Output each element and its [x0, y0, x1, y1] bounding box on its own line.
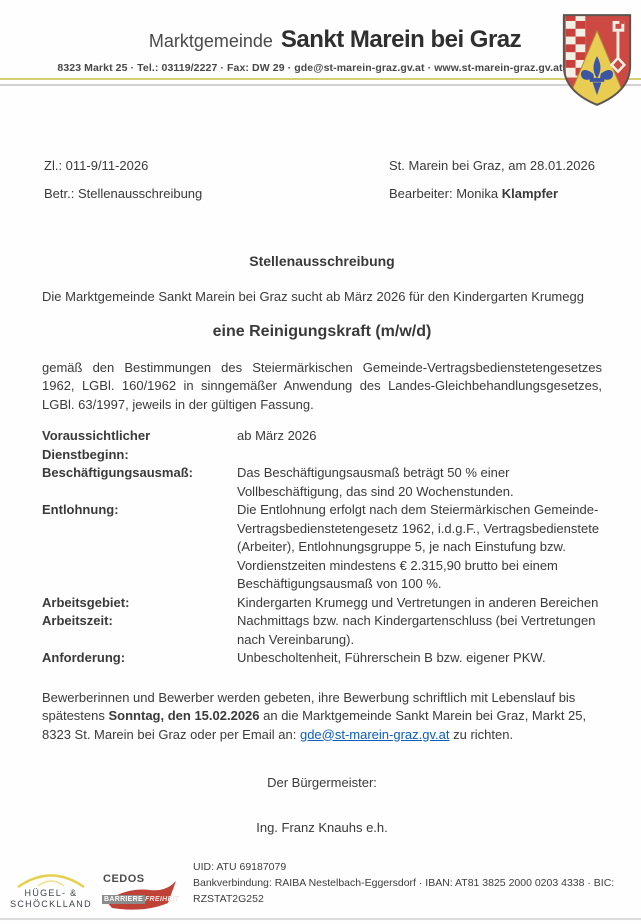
org-name: Sankt Marein bei Graz	[280, 26, 522, 53]
cedos-barriere-label: BARRIERE	[104, 896, 143, 903]
header-rule-gray	[0, 84, 641, 86]
detail-value-dienstbeginn: ab März 2026	[237, 428, 317, 443]
org-prefix: Marktgemeinde	[148, 31, 273, 51]
reference-block	[44, 158, 601, 214]
document-title: Stellenausschreibung	[249, 253, 395, 269]
bank-line: Bankverbindung: RAIBA Nestelbach-Eggersdorf · IBAN: AT81 3825 2000 0203 4338 · BIC: RZSTAT2G252	[193, 877, 615, 905]
footer	[0, 861, 641, 924]
application-deadline: Sonntag, den 15.02.2026	[108, 708, 260, 723]
header-rule-olive	[0, 78, 641, 80]
intro-paragraph: Die Marktgemeinde Sankt Marein bei Graz sucht ab März 2026 für den Kindergarten Krumegg	[42, 288, 584, 304]
footer-text-block	[193, 859, 641, 907]
detail-value-anforderung: Unbescholtenheit, Führerschein B bzw. eigener PKW.	[237, 650, 546, 665]
legal-basis-paragraph: gemäß den Bestimmungen des Steiermärkischen Gemeinde-Vertragsbedienstetengesetzes 1962, LGBl. 160/1962 in sinngemäßer Anwendung des Landes-Gleichbehandlungsgesetzes, LGBl. 63/1997, jeweils in der gültigen Fassung.	[42, 359, 602, 412]
cedos-subtitle	[102, 888, 179, 906]
file-number: Zl.: 011-9/11-2026	[44, 158, 149, 173]
detail-label-arbeitsgebiet: Arbeitsgebiet:	[42, 594, 130, 610]
detail-value-entlohnung: Die Entlohnung erfolgt nach dem Steiermärkischen Gemeinde-Vertragsbedienstetengesetz 1962, i.d.g.F., Vertragsbedienstete (Arbeiter), Entlohnungsgruppe 5, je nach Einstufung bzw. Vordienstzeiten mindestens € 2.315,90 brutto bei einem Beschäftigungsausmaß von 100 %.	[237, 502, 600, 591]
detail-label-dienstbeginn: Voraussichtlicher Dienstbeginn:	[42, 428, 151, 462]
clerk-line	[389, 186, 601, 201]
header-org-line	[100, 26, 570, 54]
application-pre: Bewerberinnen und Bewerber werden gebeten, ihre Bewerbung schriftlich mit Lebenslauf bis spätestens	[42, 689, 576, 723]
position-title: eine Reinigungskraft (m/w/d)	[212, 323, 432, 340]
region-logo	[8, 872, 94, 910]
clerk-prefix: Bearbeiter: Monika	[389, 186, 502, 201]
subject-line: Betr.: Stellenausschreibung	[44, 186, 203, 201]
municipal-coat-of-arms-icon	[558, 8, 636, 110]
cedos-logo	[100, 871, 180, 911]
detail-label-ausmass: Beschäftigungsausmaß:	[42, 465, 193, 480]
place-and-date: St. Marein bei Graz, am 28.01.2026	[389, 158, 595, 173]
header-contact-line: 8323 Markt 25 · Tel.: 03119/2227 · Fax: DW 29 · gde@st-marein-graz.gv.at · www.st-marein-graz.gv.at	[57, 62, 563, 74]
uid-line: UID: ATU 69187079	[193, 861, 287, 873]
detail-value-arbeitsgebiet: Kindergarten Krumegg und Vertretungen in anderen Bereichen	[237, 594, 599, 610]
application-post: zu richten.	[449, 726, 514, 742]
hill-icon	[12, 872, 90, 888]
region-logo-line1: HÜGEL- &	[24, 888, 78, 898]
signature-role: Der Bürgermeister:	[267, 775, 377, 790]
cedos-freiheit-label: FREIHEIT	[144, 896, 180, 903]
clerk-name: Klampfer	[501, 186, 559, 201]
email-link[interactable]: gde@st-marein-graz.gv.at	[299, 726, 450, 742]
cedos-wordmark: CEDOS	[103, 873, 145, 885]
detail-value-arbeitszeit: Nachmittags bzw. nach Kindergartenschluss (bei Vertretungen nach Vereinbarung).	[237, 613, 596, 647]
detail-label-anforderung: Anforderung:	[42, 650, 126, 665]
footer-rule	[0, 918, 641, 920]
region-logo-line2: SCHÖCKLLAND	[10, 899, 92, 909]
application-mid: an die Marktgemeinde Sankt Marein bei Graz, Markt 25, 8323 St. Marein bei Graz oder per Email an:	[42, 708, 587, 742]
detail-label-entlohnung: Entlohnung:	[42, 502, 119, 517]
letter-body	[42, 252, 602, 837]
job-details-list	[42, 427, 602, 668]
signature-name: Ing. Franz Knauhs e.h.	[256, 819, 388, 835]
detail-value-ausmass: Das Beschäftigungsausmaß beträgt 50 % einer Vollbeschäftigung, das sind 20 Wochenstunden.	[237, 465, 514, 499]
detail-label-arbeitszeit: Arbeitszeit:	[42, 613, 113, 628]
application-paragraph	[42, 689, 602, 745]
